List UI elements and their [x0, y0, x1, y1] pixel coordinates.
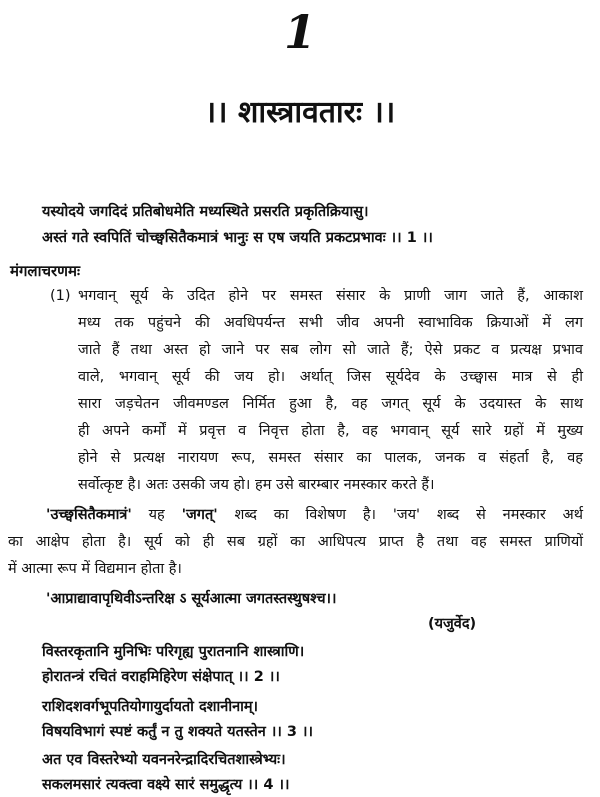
commentary-line: होने से प्रत्यक्ष नारायण रूप, समस्त संसार का पालक, जनक व संहर्ता है, वह: [78, 450, 583, 466]
commentary-line: सारा जड़चेतन जीवमण्डल निर्मित हुआ है, वह जगत् सूर्य के उदयास्त के साथ: [78, 396, 583, 412]
explanation-line: [46, 503, 583, 527]
commentary-line: भगवान् सूर्य के उदित होने पर समस्त संसार के प्राणी जाग जाते हैं, आकाश: [78, 288, 583, 304]
explanation-line: में आत्मा रूप में विद्यमान होता है।: [8, 561, 182, 577]
verse-line: अत एव विस्तरेभ्यो यवननरेन्द्रादिरचितशास्त्रेभ्यः।: [42, 752, 286, 768]
explanation-text: शब्द का विशेषण है। 'जय' शब्द से नमस्कार अर्थ: [234, 507, 584, 523]
commentary-line: ही अपने कर्मों में प्रवृत्त व निवृत्त होता है, वह भगवान् सूर्य सारे ग्रहों में मुख्य: [78, 423, 583, 439]
explanation-text: यह: [148, 507, 182, 523]
commentary-line: मध्य तक पहुंचने की अवधिपर्यन्त सभी जीव अपनी स्वाभाविक क्रियाओं में लग: [78, 315, 583, 331]
bold-term: 'उच्छ्वसितैकमात्रं': [46, 507, 132, 523]
quote-text: 'आप्राद्यावापृथिवीऽन्तरिक्ष ऽ सूर्यआत्मा जगतस्तस्थुषश्च।।: [46, 591, 337, 607]
verse-line: यस्योदये जगदिदं प्रतिबोधमेति मध्यस्थिते प्रसरति प्रकृतिक्रियासु।: [42, 204, 369, 220]
chapter-number: 1: [283, 5, 316, 59]
verse-line: सकलमसारं त्यक्त्वा वक्ष्ये सारं समुद्धृत्य ।। 4 ।।: [42, 777, 290, 793]
commentary-line: जाते हैं तथा अस्त हो जाने पर सब लोग सो जाते हैं; ऐसे प्रकट व प्रत्यक्ष प्रभाव: [78, 342, 583, 358]
verse-line: राशिदशवर्गभूपतियोगायुर्दायतो दशानीनाम्।: [42, 699, 259, 715]
commentary-line: सर्वोत्कृष्ट है। अतः उसकी जय हो। हम उसे बारम्बार नमस्कार करते हैं।: [78, 477, 435, 493]
quote-source: (यजुर्वेद): [428, 616, 477, 632]
chapter-title: ।। शास्त्रावतारः ।।: [204, 95, 396, 130]
verse-line: होरातन्त्रं रचितं वराहमिहिरेण संक्षेपात् ।। 2 ।।: [42, 669, 280, 685]
explanation-line: का आक्षेप होता है। सूर्य को ही सब ग्रहों का आधिपत्य प्राप्त है तथा वह समस्त प्राणियों: [8, 534, 583, 550]
item-number: (1): [50, 288, 71, 304]
verse-line: अस्तं गते स्वपितिं चोच्छ्वसितैकमात्रं भानुः स एष जयति प्रकटप्रभावः ।। 1 ।।: [42, 230, 433, 246]
verse-line: विषयविभागं स्पष्टं कर्तुं न तु शक्यते यतस्तेन ।। 3 ।।: [42, 724, 314, 740]
commentary-line: वाले, भगवान् सूर्य की जय हो। अर्थात् जिस सूर्यदेव के उच्छ्वास मात्र से ही: [78, 369, 583, 385]
section-heading: मंगलाचरणमः: [10, 262, 80, 280]
verse-line: विस्तरकृतानि मुनिभिः परिगृह्य पुरातनानि शास्त्राणि।: [42, 644, 305, 660]
bold-term: 'जगत्': [181, 507, 218, 523]
